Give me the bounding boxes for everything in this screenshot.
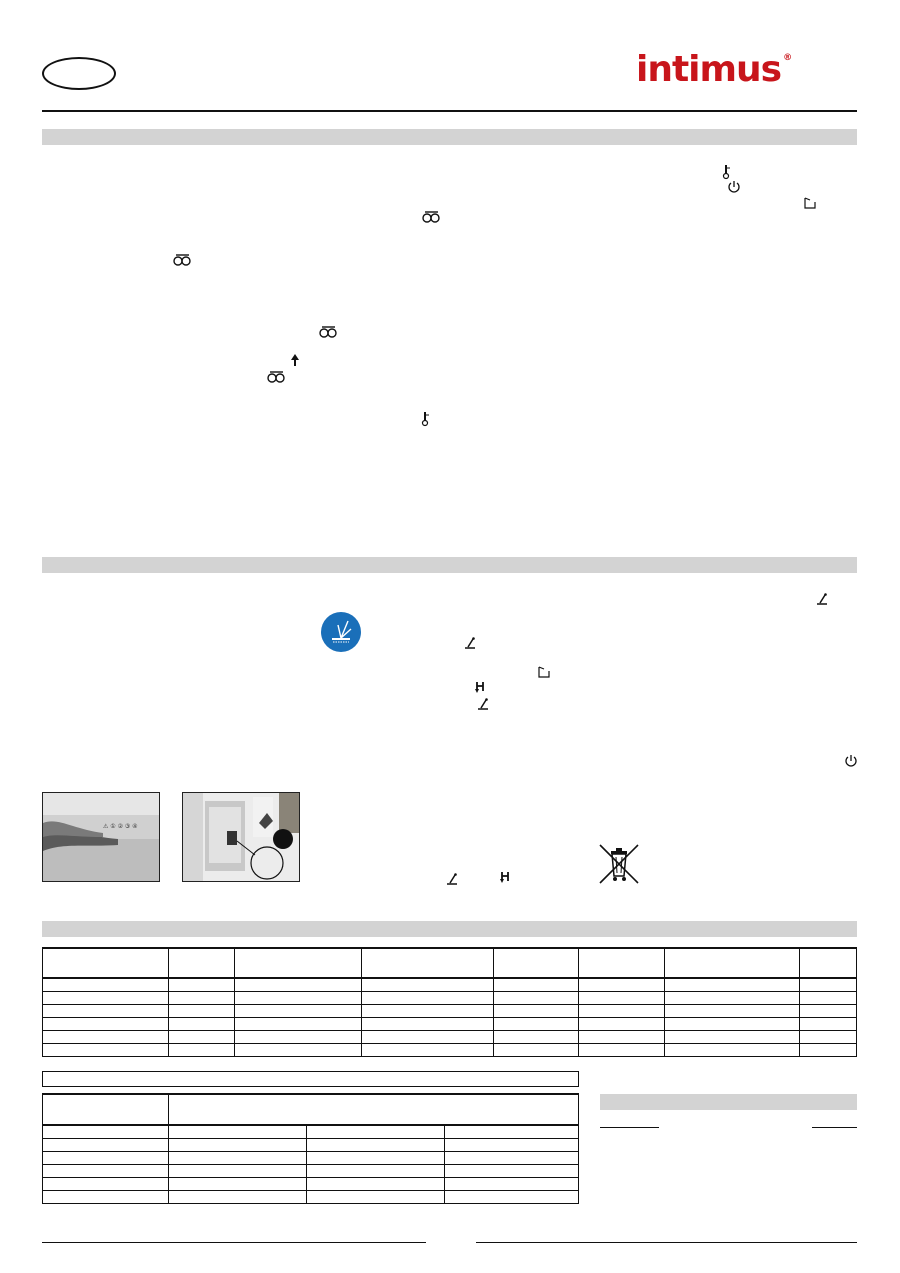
oil-feed-photo	[42, 792, 160, 882]
table-header-cell	[43, 948, 169, 978]
oil-mandatory-icon	[320, 611, 362, 653]
power-icon	[844, 754, 858, 768]
brand-name: intimus	[636, 49, 782, 90]
table-row	[43, 1125, 579, 1139]
table-row	[43, 992, 857, 1005]
thermometer-icon	[722, 164, 732, 180]
table-header-cell	[493, 948, 579, 978]
reverse-motor-icon	[319, 324, 337, 338]
table-header-cell	[43, 1094, 169, 1125]
crossed-bin-icon	[598, 843, 640, 885]
underline-left	[600, 1127, 659, 1128]
table-row	[43, 1139, 579, 1152]
footer-rule-right	[476, 1242, 857, 1243]
table-row	[43, 1031, 857, 1044]
registered-mark: ®	[783, 53, 792, 63]
table-header-cell	[800, 948, 857, 978]
oil-can-icon	[463, 636, 477, 650]
table-row	[43, 1191, 579, 1204]
table-header-row	[43, 1094, 579, 1125]
section-bar-declaration	[600, 1094, 857, 1110]
svg-text:⚠ ① ② ③ ④: ⚠ ① ② ③ ④	[103, 823, 138, 830]
table-row	[43, 1018, 857, 1031]
section-bar-technical-data	[42, 921, 857, 937]
table-row	[43, 1152, 579, 1165]
oil-can-icon	[815, 592, 829, 606]
table-row	[43, 1005, 857, 1018]
section-bar-maintenance	[42, 557, 857, 573]
oil-refill-icon	[474, 680, 486, 694]
power-icon	[727, 180, 741, 194]
door-open-icon	[803, 196, 817, 210]
reverse-motor-icon	[422, 209, 440, 223]
cutting-capacity-table	[42, 1093, 579, 1204]
footer-rule-left	[42, 1242, 426, 1243]
thermometer-icon	[421, 411, 431, 427]
oil-can-icon	[445, 872, 459, 886]
table-row	[43, 978, 857, 992]
oil-can-icon	[476, 697, 490, 711]
table-row	[43, 1178, 579, 1191]
table-header-cell	[169, 1094, 579, 1125]
table-header-cell	[169, 948, 235, 978]
brand-logo	[636, 49, 792, 90]
technical-data-table	[42, 947, 857, 1057]
arrow-up-icon	[290, 353, 300, 367]
table-caption-box	[42, 1071, 579, 1087]
table-header-cell	[362, 948, 493, 978]
table-row	[43, 1044, 857, 1057]
table-header-cell	[664, 948, 799, 978]
language-code-oval	[42, 57, 116, 90]
door-open-icon	[537, 665, 551, 679]
table-row	[43, 1165, 579, 1178]
table-header-cell	[579, 948, 665, 978]
oil-refill-icon	[499, 870, 511, 884]
table-header-cell	[235, 948, 362, 978]
table-header-row	[43, 948, 857, 978]
reverse-motor-icon	[173, 252, 191, 266]
underline-right	[812, 1127, 857, 1128]
reverse-motor-icon	[267, 369, 285, 383]
section-bar-operation	[42, 129, 857, 145]
fuse-location-photo	[182, 792, 300, 882]
header-rule	[42, 110, 857, 112]
